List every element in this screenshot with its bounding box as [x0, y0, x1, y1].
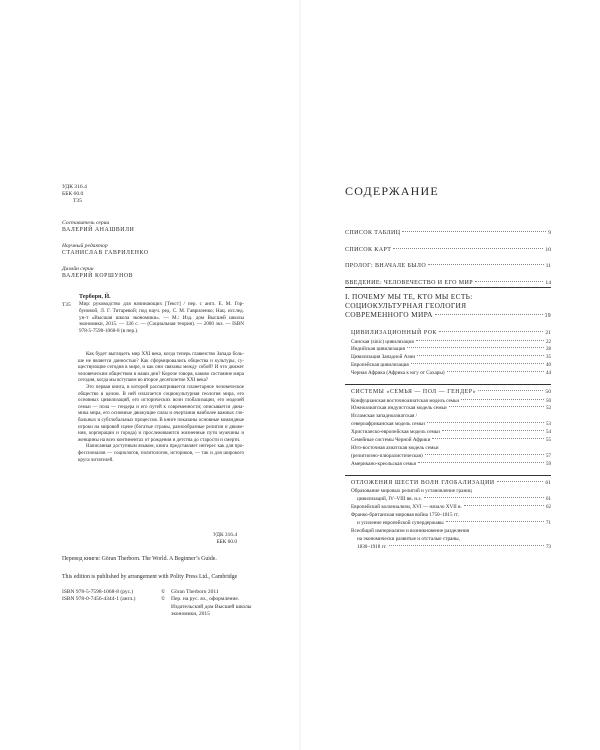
editor-name: СТАНИСЛАВ ГАВРИЛЕНКО: [62, 250, 149, 256]
toc-subentry[interactable]: цивилизаций, IV–VIII вв. н.э. 61: [357, 496, 551, 503]
toc-title: СОДЕРЖАНИЕ: [345, 184, 439, 198]
editor-role: Научный редактор: [62, 243, 108, 249]
toc-subentry[interactable]: Цивилизация Западной Азии 35: [351, 354, 551, 361]
copyright-symbol: ©: [161, 589, 166, 595]
toc-subentry[interactable]: североафриканская модель семьи 53: [351, 421, 551, 428]
group-heading[interactable]: СИСТЕМЫ «СЕМЬЯ — ПОЛ — ГЕНДЕР» 50: [351, 389, 551, 396]
series-compiler-name: ВАЛЕРИЙ АНАШВИЛИ: [62, 227, 135, 233]
toc-subentry[interactable]: Исламская западноазиатская /: [351, 413, 418, 420]
toc-group: [345, 329, 551, 378]
toc-subentry[interactable]: Образование мировых религий и установление границ: [351, 488, 472, 495]
design-credit: [62, 266, 133, 279]
right-page: [300, 0, 600, 750]
copyright-symbol: ©: [161, 596, 166, 603]
toc-subentry[interactable]: Семейные системы Черной Африки 55: [351, 437, 551, 444]
group-heading[interactable]: ОТЛОЖЕНИЯ ШЕСТИ ВОЛН ГЛОБАЛИЗАЦИИ 61: [351, 479, 551, 486]
toc-subentry[interactable]: Юго-восточная азиатская модель семьи: [351, 444, 439, 451]
toc-subentry[interactable]: Южноазиатская индуистская модель семьи 52: [351, 405, 551, 412]
copyright-author: Göran Therborn 2011: [171, 589, 219, 595]
isbn-ru: ISBN 978-5-7598-1068-8 (рус.): [62, 589, 134, 595]
toc-chapter: [345, 287, 551, 551]
toc-subentry[interactable]: Всеобщий империализм и возникновение разделения: [351, 527, 470, 534]
copyright-block: [161, 589, 271, 619]
author-code: Т35: [73, 198, 83, 205]
toc-subentry[interactable]: и усиление европейской супердержавы 71: [357, 519, 551, 526]
abstract: [78, 352, 244, 464]
classification-codes: [62, 184, 87, 205]
catalog-description: Мир: руководство для начинающих [Текст] / пер. с англ. Е. М. Горбуновой, Л. Г. Титаревой; под науч. ред. С. М. Гавриленко; Нац. исслед. ун-т «Высшая школа экономики». — М.: Изд. дом Высшей школы экономики, 2015. — 336 с. — (Социальная теория). — 2000 экз. — ISBN 978-5-7598-1068-8 (в пер.).: [79, 301, 244, 334]
copyright-publisher: Пер. на рус. яз., оформление. Издательский дом Высшей школы экономики, 2015: [171, 596, 252, 618]
group-heading[interactable]: ЦИВИЛИЗАЦИОННЫЙ РОК 21: [351, 330, 551, 336]
abstract-paragraph: Это первая книга, в которой рассматривается планетарное человеческое общество в целом. В ней излагается социокультурная геология мира, его основных цивилизаций, его исторических волн глобализации, его моделей семьи — пола — гендера и его путей к современности; описывается динамика мира, его основные движущие силы и очертания наиболее важных глобальных и субглобальных процессов. В книге показаны основные командные игроки на мировой сцене (богатые страны, разнообразные религии и движения, корпорации и города) и прослеживаются жизненные пути мужчины и женщины на всех континентах от рождения и детства до старости и смерти.: [78, 384, 244, 443]
abstract-paragraph: Как будет выглядеть мир XXI века, когда теперь главенство Запада больше не является данностью? Как сформировались общества и культуры, существующие сегодня в мире, и как они связаны между собой? И что движет человеческим обществом в наши дни? Короче говоря, каково состояние мира сегодня, когда мы вступаем во второе десятилетие XXI века?: [78, 352, 244, 384]
chapter-rule: [345, 287, 551, 288]
isbn-list: [62, 589, 136, 604]
toc-entry[interactable]: СПИСОК КАРТ 10: [345, 246, 551, 253]
toc-subentry[interactable]: Конфуцианская восточноазиатская модель семьи 50: [351, 397, 551, 404]
bbk-code: ББК 60.0: [62, 191, 84, 198]
design-name: ВАЛЕРИЙ КОРШУНОВ: [62, 273, 134, 279]
group-rule: [345, 475, 551, 476]
toc-subentry[interactable]: на экономически развитые и отсталые страны,: [357, 535, 460, 542]
isbn-en: ISBN 978-0-7456-4344-1 (англ.): [62, 596, 136, 603]
udk-code: УДК 316.4: [62, 184, 87, 190]
toc-group: [345, 479, 551, 552]
abstract-paragraph: Написанная доступным языком, книга представляет интерес как для профессионалов — социологов, политологов, историков, — так и для широкого круга читателей.: [78, 444, 244, 463]
series-compiler-credit: [62, 220, 134, 233]
toc-subentry[interactable]: Американо-креольская семья 59: [351, 460, 551, 467]
catalog-code: Т35: [62, 302, 71, 308]
chapter-heading[interactable]: I. ПОЧЕМУ МЫ ТЕ, КТО МЫ ЕСТЬ: СОЦИОКУЛЬТУРНАЯ ГЕОЛОГИЯ СОВРЕМЕННОГО МИРА 19: [345, 292, 551, 319]
edition-note: This edition is published by arrangement with Polity Press Ltd., Cambridge: [62, 574, 238, 580]
editor-credit: [62, 243, 149, 256]
toc-subentry[interactable]: (религиозно-плюралистическая) 57: [351, 452, 551, 459]
toc-subentry[interactable]: Черная Африка (Африка к югу от Сахары) 44: [351, 370, 551, 377]
bbk-code: ББК 60.0: [216, 539, 238, 546]
toc-entry[interactable]: СПИСОК ТАБЛИЦ 9: [345, 230, 551, 236]
toc-entry[interactable]: ПРОЛОГ: ВНАЧАЛЕ БЫЛО 11: [345, 263, 551, 269]
toc-subentry[interactable]: Индийская цивилизация 28: [351, 346, 551, 353]
original-title: Перевод книги: Göran Therborn. The World. A Beginner’s Guide.: [62, 556, 217, 562]
design-role: Дизайн серии: [62, 266, 94, 272]
toc-subentry[interactable]: 1830–1918 гг. 73: [357, 543, 551, 550]
classification-codes-bottom: [213, 532, 237, 546]
toc-entry[interactable]: ВВЕДЕНИЕ: ЧЕЛОВЕЧЕСТВО И ЕГО МИР 14: [345, 279, 551, 286]
series-compiler-role: Составитель серии: [62, 220, 110, 226]
author-name: Терборн, Й.: [79, 294, 111, 300]
toc-subentry[interactable]: Синская (sinic) цивилизация 22: [351, 338, 551, 345]
udk-code: УДК 316.4: [213, 532, 238, 538]
toc-subentry[interactable]: Франко-британская мировая война 1750–1815 гг.: [351, 511, 459, 518]
toc-subentry[interactable]: Европейский колониализм, XVI — начало XVII в. 62: [351, 504, 551, 510]
group-rule: [345, 384, 551, 385]
toc-subentry[interactable]: Христианско-европейская модель семьи 54: [351, 429, 551, 436]
toc-group: [345, 388, 551, 469]
toc-subentry[interactable]: Европейская цивилизация 40: [351, 362, 551, 369]
catalog-entry: [62, 294, 244, 335]
toc-main-entries: [345, 229, 551, 288]
